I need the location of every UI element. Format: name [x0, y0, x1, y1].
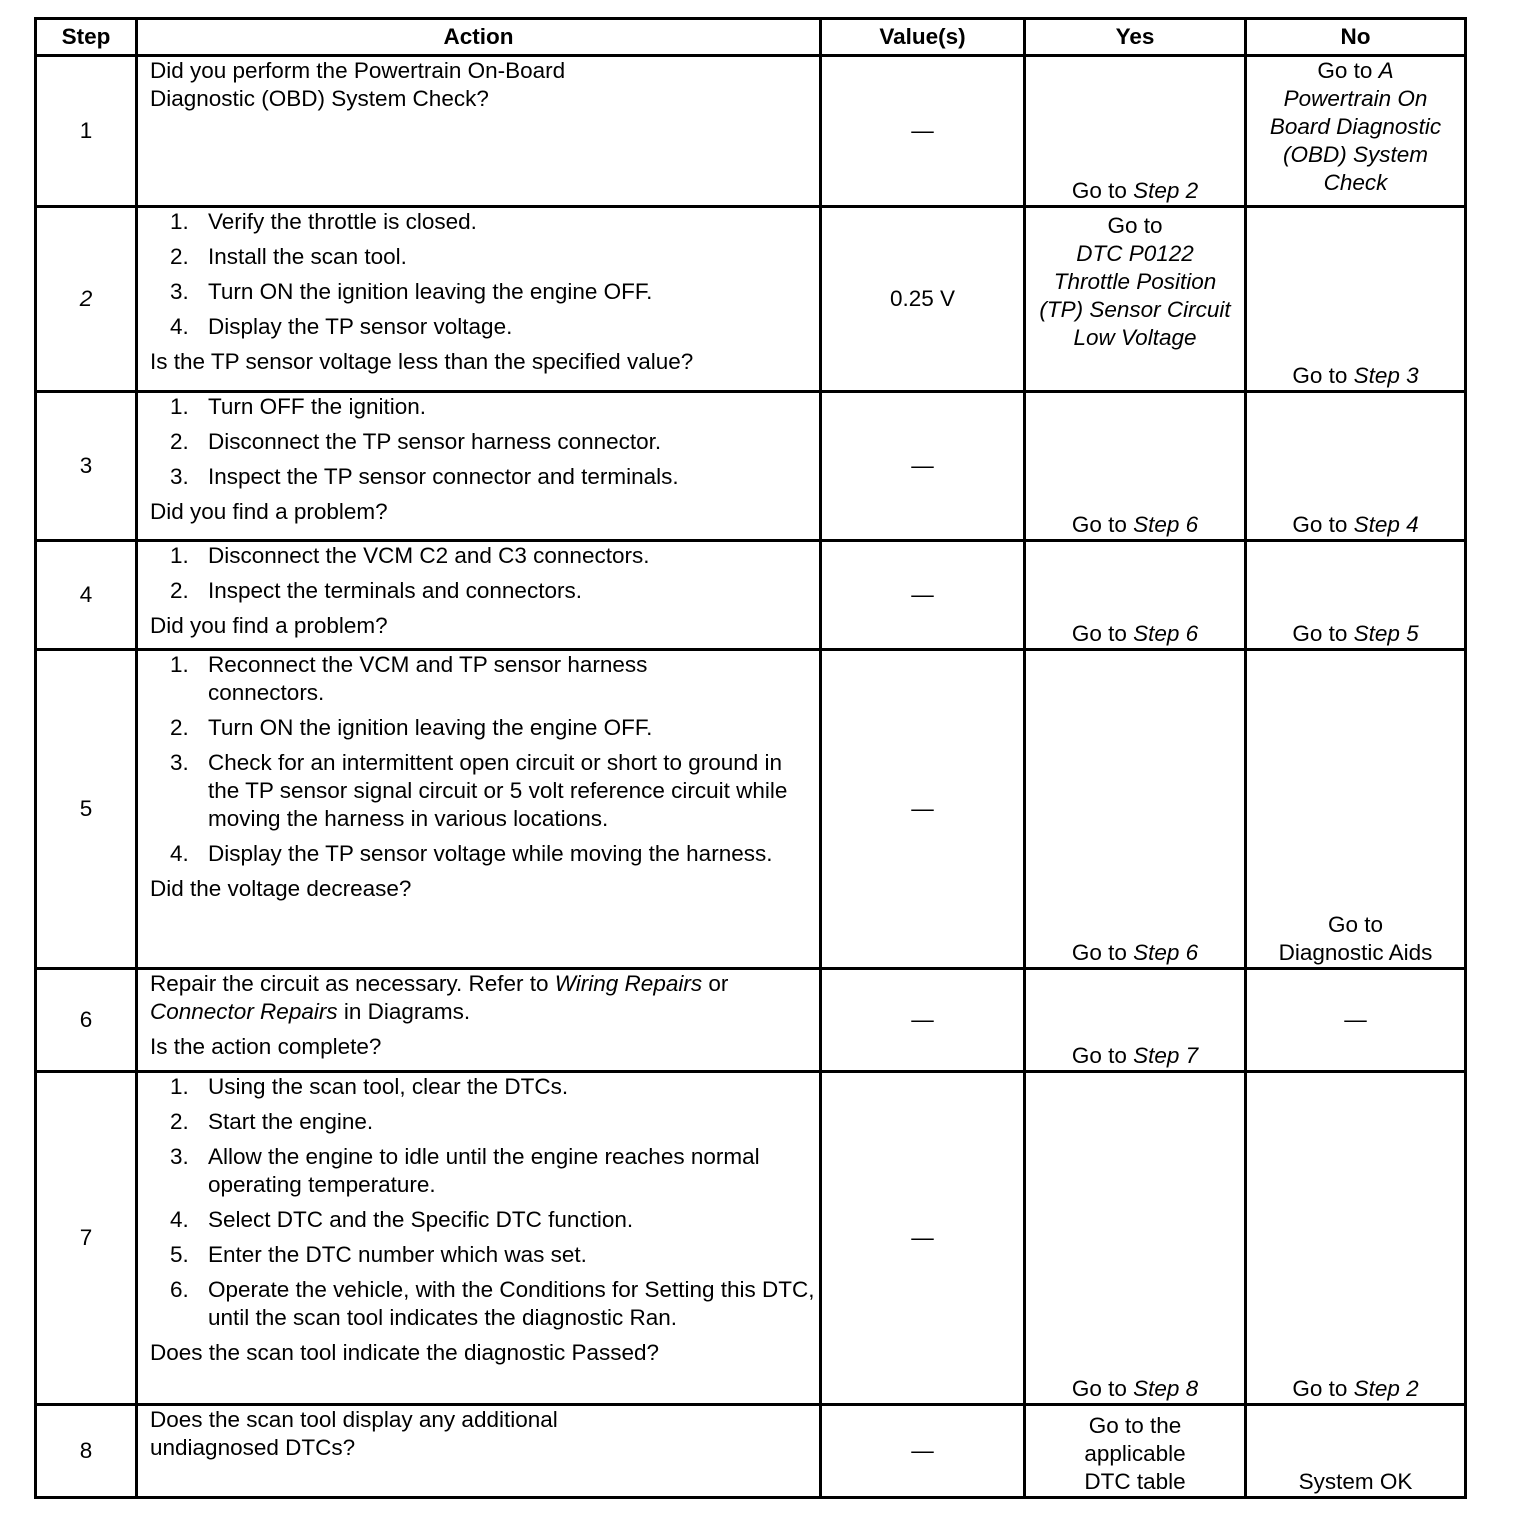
no-prefix: Go to: [1292, 363, 1354, 388]
no-prefix: Go to: [1292, 621, 1354, 646]
table-row: [36, 1405, 1466, 1498]
action-cell: [137, 1072, 821, 1405]
no-cell: [1246, 207, 1466, 392]
no-cell: [1246, 650, 1466, 969]
action-item: 2. Inspect the terminals and connectors.: [170, 578, 582, 603]
yes-prefix: Go to: [1071, 621, 1134, 646]
no-link[interactable]: Step 4: [1353, 512, 1419, 537]
no-cell: System OK: [1246, 1405, 1466, 1498]
no-line-1: Go to: [1327, 912, 1384, 937]
yes-link[interactable]: Step 6: [1133, 621, 1199, 646]
value-cell: —: [821, 1405, 1025, 1498]
header-action: Action: [137, 19, 821, 56]
header-yes: Yes: [1025, 19, 1246, 56]
yes-cell: [1025, 969, 1246, 1072]
action-item: 6. Operate the vehicle, with the Conditions for Setting this DTC, until the scan tool indicates the diagnostic Ran.: [170, 1277, 815, 1330]
no-cell: [1246, 1072, 1466, 1405]
yes-prefix: Go to: [1107, 213, 1163, 238]
step-number: 4: [36, 541, 137, 650]
action-question: Did the voltage decrease?: [150, 876, 412, 901]
step-number: 3: [36, 392, 137, 541]
no-link-continued[interactable]: Powertrain On Board Diagnostic (OBD) System Check: [1269, 86, 1442, 195]
action-item: 2. Disconnect the TP sensor harness connector.: [170, 429, 662, 454]
action-cell: [137, 392, 821, 541]
action-item: 5. Enter the DTC number which was set.: [170, 1242, 587, 1267]
value-cell: —: [821, 392, 1025, 541]
action-cell: [137, 56, 821, 207]
yes-prefix: Go to: [1071, 940, 1134, 965]
no-prefix: Go to: [1317, 58, 1379, 83]
yes-cell: [1025, 1072, 1246, 1405]
action-item: 4. Display the TP sensor voltage.: [170, 314, 513, 339]
connector-repairs-link[interactable]: Connector Repairs: [150, 999, 338, 1024]
yes-cell: [1025, 650, 1246, 969]
yes-prefix: Go to: [1071, 1376, 1134, 1401]
action-question: Does the scan tool display any additional undiagnosed DTCs?: [150, 1407, 558, 1460]
action-item: 2. Install the scan tool.: [170, 244, 407, 269]
action-question: Is the action complete?: [150, 1034, 382, 1059]
action-item: 4. Display the TP sensor voltage while moving the harness.: [170, 841, 773, 866]
step-number: 5: [36, 650, 137, 969]
yes-prefix: Go to: [1071, 1043, 1134, 1068]
no-link[interactable]: A: [1378, 58, 1394, 83]
action-question: Does the scan tool indicate the diagnostic Passed?: [150, 1340, 660, 1365]
yes-link[interactable]: Step 2: [1133, 178, 1199, 203]
action-item: 1. Verify the throttle is closed.: [170, 209, 477, 234]
wiring-repairs-link[interactable]: Wiring Repairs: [554, 971, 703, 996]
header-step: Step: [36, 19, 137, 56]
no-cell: [1246, 541, 1466, 650]
no-link[interactable]: Step 3: [1353, 363, 1419, 388]
table-row: [36, 207, 1466, 392]
action-question: Is the TP sensor voltage less than the specified value?: [150, 349, 694, 374]
table-row: [36, 969, 1466, 1072]
value-cell: —: [821, 969, 1025, 1072]
yes-prefix: Go to: [1071, 512, 1134, 537]
action-item: 2. Start the engine.: [170, 1109, 374, 1134]
action-item: 3. Inspect the TP sensor connector and terminals.: [170, 464, 679, 489]
no-cell: [1246, 56, 1466, 207]
value-cell: 0.25 V: [821, 207, 1025, 392]
yes-link[interactable]: Step 6: [1133, 940, 1199, 965]
action-cell: [137, 650, 821, 969]
no-link[interactable]: Step 5: [1353, 621, 1419, 646]
yes-cell: [1025, 56, 1246, 207]
header-no: No: [1246, 19, 1466, 56]
action-item: 1. Turn OFF the ignition.: [170, 394, 427, 419]
no-cell: —: [1246, 969, 1466, 1072]
action-item: 1. Reconnect the VCM and TP sensor harness connectors.: [170, 652, 648, 705]
action-item: 1. Disconnect the VCM C2 and C3 connectors.: [170, 543, 650, 568]
action-item: 3. Turn ON the ignition leaving the engine OFF.: [170, 279, 653, 304]
diagnostic-table: [34, 17, 1467, 1499]
action-item: 2. Turn ON the ignition leaving the engine OFF.: [170, 715, 653, 740]
action-question: Did you perform the Powertrain On-Board Diagnostic (OBD) System Check?: [150, 58, 566, 111]
table-row: [36, 541, 1466, 650]
yes-link[interactable]: Step 7: [1133, 1043, 1199, 1068]
action-item: 3. Allow the engine to idle until the engine reaches normal operating temperature.: [170, 1144, 760, 1197]
yes-cell: [1025, 541, 1246, 650]
no-link[interactable]: Step 2: [1353, 1376, 1419, 1401]
step-number: 2: [36, 207, 137, 392]
table-row: [36, 56, 1466, 207]
no-prefix: Go to: [1292, 512, 1354, 537]
step-number: 7: [36, 1072, 137, 1405]
yes-link[interactable]: DTC P0122 Throttle Position (TP) Sensor Circuit Low Voltage: [1039, 241, 1231, 350]
yes-link[interactable]: Go to the applicable DTC table: [1084, 1413, 1186, 1494]
step-number: 6: [36, 969, 137, 1072]
action-item: 4. Select DTC and the Specific DTC function.: [170, 1207, 634, 1232]
yes-link[interactable]: Step 6: [1133, 512, 1199, 537]
value-cell: —: [821, 541, 1025, 650]
action-instruction: Repair the circuit as necessary. Refer to Wiring Repairs or Connector Repairs in Diagrams.: [150, 971, 729, 1024]
action-question: Did you find a problem?: [150, 613, 388, 638]
step-number: 8: [36, 1405, 137, 1498]
no-prefix: Go to: [1292, 1376, 1354, 1401]
table-row: [36, 1072, 1466, 1405]
value-cell: —: [821, 1072, 1025, 1405]
table-row: [36, 392, 1466, 541]
table-row: [36, 650, 1466, 969]
action-cell: [137, 207, 821, 392]
yes-prefix: Go to: [1071, 178, 1134, 203]
yes-link[interactable]: Step 8: [1133, 1376, 1199, 1401]
action-cell: [137, 541, 821, 650]
header-values: Value(s): [821, 19, 1025, 56]
action-item: 3. Check for an intermittent open circuit or short to ground in the TP sensor signal circuit or 5 volt reference circuit while moving the harness in various locations.: [170, 750, 788, 831]
yes-cell: [1025, 207, 1246, 392]
action-question: Did you find a problem?: [150, 499, 388, 524]
value-cell: —: [821, 56, 1025, 207]
yes-cell: [1025, 392, 1246, 541]
no-cell: [1246, 392, 1466, 541]
action-cell: [137, 969, 821, 1072]
step-number: 1: [36, 56, 137, 207]
header-row: [36, 19, 1466, 56]
yes-cell: [1025, 1405, 1246, 1498]
value-cell: —: [821, 650, 1025, 969]
action-item: 1. Using the scan tool, clear the DTCs.: [170, 1074, 569, 1099]
no-link[interactable]: Diagnostic Aids: [1278, 940, 1433, 965]
action-cell: [137, 1405, 821, 1498]
